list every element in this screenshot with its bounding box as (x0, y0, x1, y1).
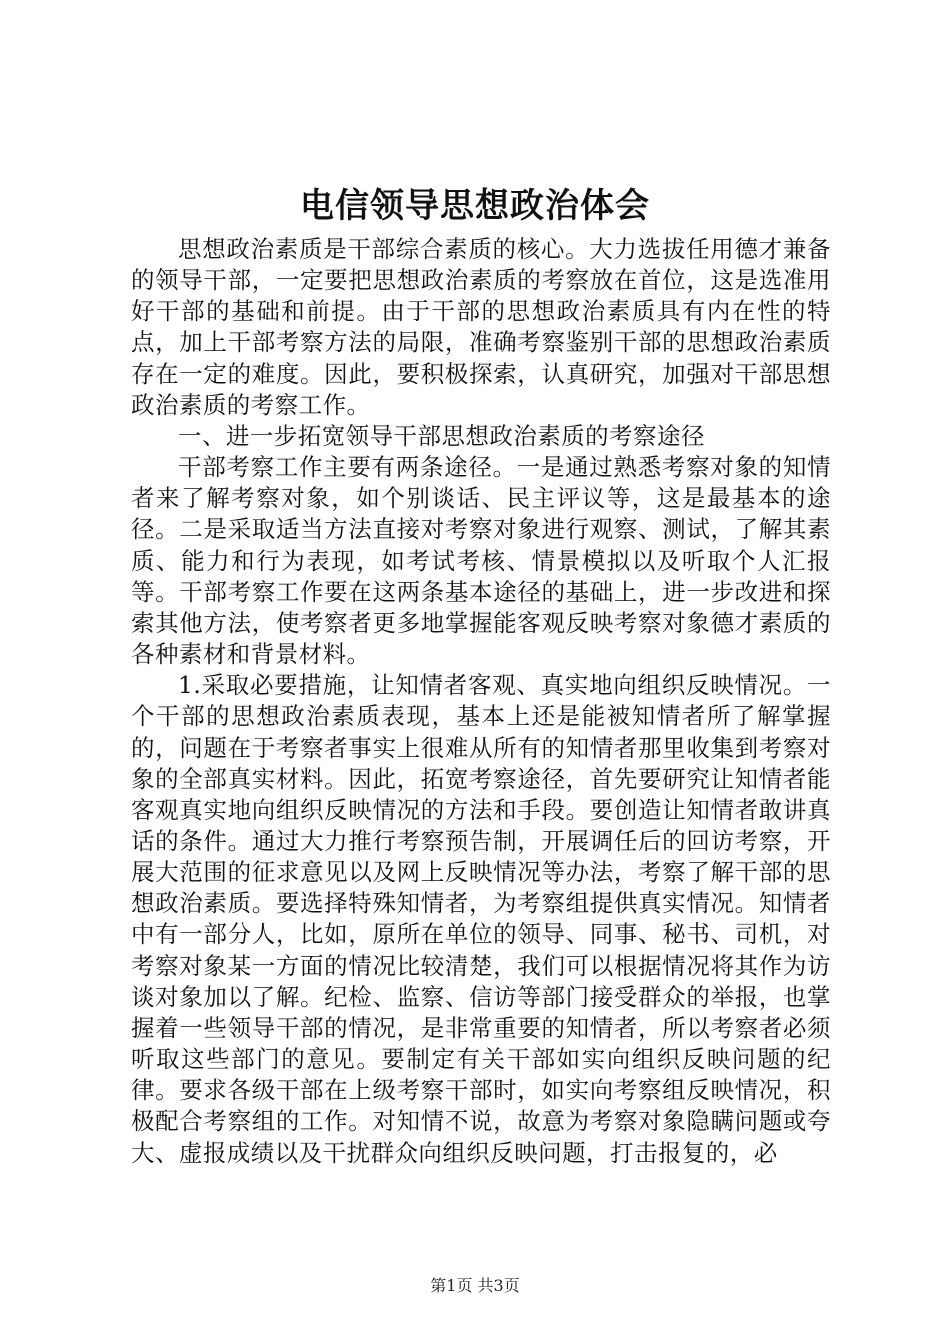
page-footer: 第1页 共3页 (430, 1276, 520, 1295)
section-heading: 一、进一步拓宽领导干部思想政治素质的考察途径 (178, 421, 705, 450)
document-title: 电信领导思想政治体会 (300, 186, 650, 226)
body-paragraph-approaches: 干部考察工作主要有两条途径。一是通过熟悉考察对象的知情者来了解考察对象，如个别谈话、民主评议等，这是最基本的途径。二是采取适当方法直接对考察对象进行观察、测试，了解其素质、能力和行为表现，如考试考核、情景模拟以及听取个人汇报等。干部考察工作要在这两条基本途径的基础上，进一步改进和探索其他方法，使考察者更多地掌握能客观反映考察对象德才素质的各种素材和背景材料。 (131, 453, 831, 669)
body-paragraph-point-1: 1.采取必要措施，让知情者客观、真实地向组织反映情况。一个干部的思想政治素质表现，基本上还是能被知情者所了解掌握的，问题在于考察者事实上很难从所有的知情者那里收集到考察对象的全部真实材料。因此，拓宽考察途径，首先要研究让知情者能客观真实地向组织反映情况的方法和手段。要创造让知情者敢讲真话的条件。通过大力推行考察预告制，开展调任后的回访考察，开展大范围的征求意见以及网上反映情况等办法，考察了解干部的思想政治素质。要选择特殊知情者，为考察组提供真实情况。知情者中有一部分人，比如，原所在单位的领导、同事、秘书、司机，对考察对象某一方面的情况比较清楚，我们可以根据情况将其作为访谈对象加以了解。纪检、监察、信访等部门接受群众的举报，也掌握着一些领导干部的情况，是非常重要的知情者，所以考察者必须听取这些部门的意见。要制定有关干部如实向组织反映问题的纪律。要求各级干部在上级考察干部时，如实向考察组反映情况，积极配合考察组的工作。对知情不说，故意为考察对象隐瞒问题或夸大、虚报成绩以及干扰群众向组织反映问题，打击报复的，必 (131, 671, 831, 1167)
body-paragraph-intro: 思想政治素质是干部综合素质的核心。大力选拔任用德才兼备的领导干部，一定要把思想政治素质的考察放在首位，这是选准用好干部的基础和前提。由于干部的思想政治素质具有内在性的特点，加上干部考察方法的局限，准确考察鉴别干部的思想政治素质存在一定的难度。因此，要积极探索，认真研究，加强对干部思想政治素质的考察工作。 (131, 235, 831, 419)
document-body (131, 234, 831, 1169)
